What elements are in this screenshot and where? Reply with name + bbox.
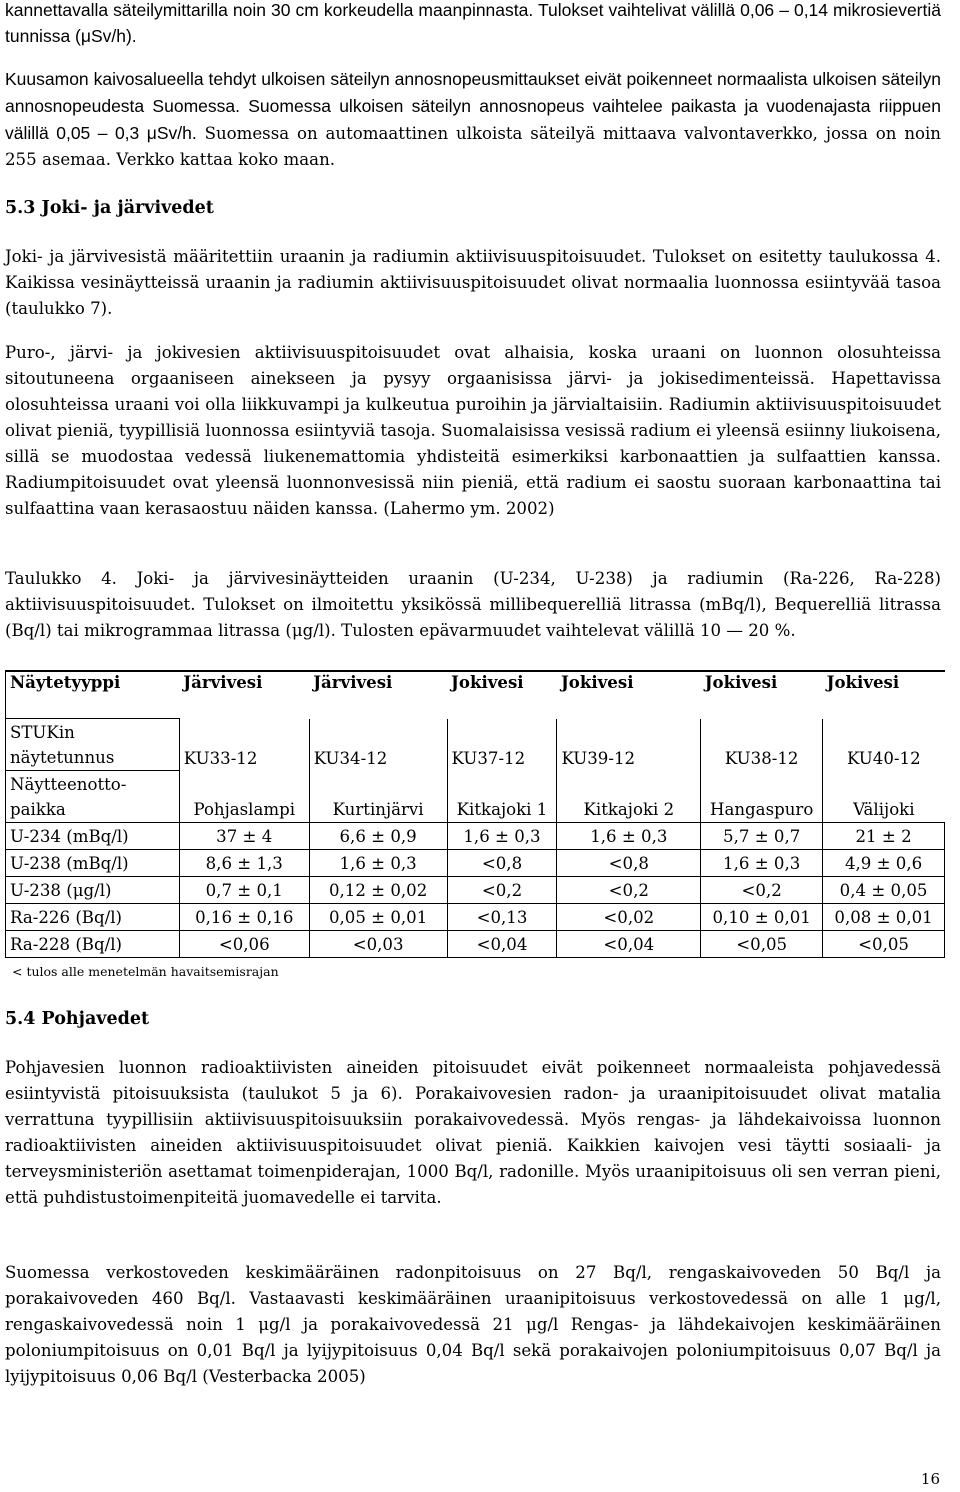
row-label-sample-id bbox=[6, 719, 180, 771]
row-label-sampling-place bbox=[6, 771, 180, 823]
table-cell: <0,8 bbox=[557, 850, 701, 877]
table-cell: KU33-12 bbox=[179, 719, 309, 771]
table-cell: <0,04 bbox=[557, 931, 701, 958]
header-river-water-4: Jokivesi bbox=[823, 671, 945, 719]
table-cell: Kitkajoki 2 bbox=[557, 771, 701, 823]
table-cell: <0,2 bbox=[557, 877, 701, 904]
radiation-paragraph bbox=[5, 66, 941, 173]
table-cell: <0,05 bbox=[701, 931, 823, 958]
table-cell: Pohjaslampi bbox=[179, 771, 309, 823]
table-cell: 1,6 ± 0,3 bbox=[701, 850, 823, 877]
header-river-water-3: Jokivesi bbox=[701, 671, 823, 719]
header-sample-type: Näytetyyppi bbox=[6, 671, 180, 719]
table-row-u234-mbq bbox=[6, 823, 945, 850]
table-cell: 0,10 ± 0,01 bbox=[701, 904, 823, 931]
section-heading-5-4: 5.4 Pohjavedet bbox=[5, 1009, 150, 1029]
table-cell: KU40-12 bbox=[823, 719, 945, 771]
section-5-4-paragraph-1: Pohjavesien luonnon radioaktiivisten aineiden pitoisuudet eivät poikenneet normaaleista pohjavedessä esiintyvistä pitoisuuksista (taulukot 5 ja 6). Porakaivovesien radon- ja uraanipitoisuudet olivat matalia verrattuna tyypillisiin aktiivisuuspitoisuuksiin porakaivovedessä. Myös rengas- ja lähdekaivoissa luonnon radioaktiivisten aineiden aktiivisuuspitoisuudet olivat pieniä. Kaikkien kaivojen vesi täytti sosiaali- ja terveysministeriön asettamat toimenpiderajan, 1000 Bq/l, radonille. Myös uraanipitoisuus oli sen verran pieni, että puhdistustoimenpiteitä juomavedelle ei tarvita. bbox=[5, 1058, 941, 1207]
table-cell: 0,12 ± 0,02 bbox=[309, 877, 447, 904]
table-cell: KU37-12 bbox=[447, 719, 557, 771]
table-cell: 4,9 ± 0,6 bbox=[823, 850, 945, 877]
section-5-4-paragraph-2: Suomessa verkostoveden keskimääräinen radonpitoisuus on 27 Bq/l, rengaskaivoveden 50 Bq/l ja porakaivoveden 460 Bq/l. Vastaavasti keskimääräinen uraanipitoisuus verkostovedessä on alle 1 μg/l, rengaskaivovedessä noin 1 μg/l ja porakaivovedessä 21 μg/l Rengas- ja lähdekaivojen keskimääräinen poloniumpitoisuus on 0,01 Bq/l ja lyijypitoisuus 0,04 Bq/l sekä porakaivojen poloniumpitoisuus 0,07 Bq/l ja lyijypitoisuus 0,06 Bq/l (Vesterbacka 2005) bbox=[5, 1263, 941, 1386]
table-cell: 21 ± 2 bbox=[823, 823, 945, 850]
table-cell: 0,08 ± 0,01 bbox=[823, 904, 945, 931]
table-cell: <0,06 bbox=[179, 931, 309, 958]
radiation-paragraph-sans: Kuusamon kaivosalueella tehdyt ulkoisen säteilyn annosnopeusmittaukset eivät poikenneet normaalista ulkoisen säteilyn annosnopeudesta Suomessa. Suomessa ulkoisen säteilyn annosnopeus vaihtelee paikasta ja vuodenajasta riippuen välillä 0,05 – 0,3 μSv/h. bbox=[5, 69, 941, 143]
table-row-u238-ug bbox=[6, 877, 945, 904]
header-lake-water-1: Järvivesi bbox=[179, 671, 309, 719]
table-cell: 37 ± 4 bbox=[179, 823, 309, 850]
row-label: Ra-228 (Bq/l) bbox=[6, 931, 180, 958]
row-label-sample-id-line1: STUKin bbox=[10, 723, 75, 742]
table-cell: <0,2 bbox=[447, 877, 557, 904]
header-lake-water-2: Järvivesi bbox=[309, 671, 447, 719]
row-label: U-238 (mBq/l) bbox=[6, 850, 180, 877]
table-cell: <0,03 bbox=[309, 931, 447, 958]
row-label-sampling-place-line1: Näytteenotto- bbox=[10, 775, 127, 794]
table-header-row bbox=[6, 671, 945, 719]
table-cell: 1,6 ± 0,3 bbox=[309, 850, 447, 877]
table-cell: 1,6 ± 0,3 bbox=[447, 823, 557, 850]
table-cell: <0,8 bbox=[447, 850, 557, 877]
table-row-ra226 bbox=[6, 904, 945, 931]
table-cell: 0,16 ± 0,16 bbox=[179, 904, 309, 931]
table-cell: 1,6 ± 0,3 bbox=[557, 823, 701, 850]
table-row-sampling-place bbox=[6, 771, 945, 823]
section-heading-5-3: 5.3 Joki- ja järvivedet bbox=[5, 198, 214, 218]
table-cell: <0,02 bbox=[557, 904, 701, 931]
table-caption: Taulukko 4. Joki- ja järvivesinäytteiden uraanin (U-234, U-238) ja radiumin (Ra-226, Ra-228) aktiivisuuspitoisuudet. Tulokset on ilmoitettu yksikössä millibequerelliä litrassa (mBq/l), Bequerelliä litrassa (Bq/l) tai mikrogrammaa litrassa (μg/l). Tulosten epävarmuudet vaihtelevat välillä 10 — 20 %. bbox=[5, 569, 941, 640]
section-5-3-paragraph-1: Joki- ja järvivesistä määritettiin uraanin ja radiumin aktiivisuuspitoisuudet. Tulokset on esitetty taulukossa 4. Kaikissa vesinäytteissä uraanin ja radiumin aktiivisuuspitoisuudet olivat normaalia luonnossa esiintyvää tasoa (taulukko 7). bbox=[5, 247, 941, 318]
header-river-water-2: Jokivesi bbox=[557, 671, 701, 719]
table-cell: 6,6 ± 0,9 bbox=[309, 823, 447, 850]
table-cell: Kitkajoki 1 bbox=[447, 771, 557, 823]
intro-paragraph: kannettavalla säteilymittarilla noin 30 cm korkeudella maanpinnasta. Tulokset vaihtelivat välillä 0,06 – 0,14 mikrosievertiä tunnissa (μSv/h). bbox=[5, 0, 941, 46]
row-label: U-234 (mBq/l) bbox=[6, 823, 180, 850]
table-cell: Kurtinjärvi bbox=[309, 771, 447, 823]
table-cell: KU38-12 bbox=[701, 719, 823, 771]
table-cell: Hangaspuro bbox=[701, 771, 823, 823]
table-cell: 0,4 ± 0,05 bbox=[823, 877, 945, 904]
radioactivity-table bbox=[5, 670, 945, 958]
header-river-water-1: Jokivesi bbox=[447, 671, 557, 719]
row-label: U-238 (μg/l) bbox=[6, 877, 180, 904]
table-cell: 0,05 ± 0,01 bbox=[309, 904, 447, 931]
table-cell: Välijoki bbox=[823, 771, 945, 823]
row-label: Ra-226 (Bq/l) bbox=[6, 904, 180, 931]
table-cell: 5,7 ± 0,7 bbox=[701, 823, 823, 850]
table-cell: <0,05 bbox=[823, 931, 945, 958]
table-cell: <0,13 bbox=[447, 904, 557, 931]
row-label-sample-id-line2: näytetunnus bbox=[10, 748, 115, 767]
table-cell: KU34-12 bbox=[309, 719, 447, 771]
table-row-u238-mbq bbox=[6, 850, 945, 877]
table-cell: 0,7 ± 0,1 bbox=[179, 877, 309, 904]
radiation-paragraph-serif: Suomessa on automaattinen ulkoista säteilyä mittaava valvontaverkko, jossa on noin 255 asemaa. Verkko kattaa koko maan. bbox=[5, 124, 941, 169]
table-cell: KU39-12 bbox=[557, 719, 701, 771]
page-number: 16 bbox=[920, 1470, 940, 1488]
table-footnote: < tulos alle menetelmän havaitsemisrajan bbox=[12, 964, 279, 979]
table-cell: 8,6 ± 1,3 bbox=[179, 850, 309, 877]
row-label-sampling-place-line2: paikka bbox=[10, 800, 66, 819]
table-cell: <0,2 bbox=[701, 877, 823, 904]
table-row-sample-id bbox=[6, 719, 945, 771]
table-cell: <0,04 bbox=[447, 931, 557, 958]
table-row-ra228 bbox=[6, 931, 945, 958]
section-5-3-paragraph-2: Puro-, järvi- ja jokivesien aktiivisuuspitoisuudet ovat alhaisia, koska uraani on luonnon olosuhteissa sitoutuneena orgaaniseen ainekseen ja pysyy orgaanisissa järvi- ja jokisedimenteissä. Hapettavissa olosuhteissa uraani voi olla liikkuvampi ja kulkeutua puroihin ja järvialtaisiin. Radiumin aktiivisuuspitoisuudet olivat pieniä, tyypillisiä luonnossa esiintyviä tasoja. Suomalaisissa vesissä radium ei yleensä esiinny liukoisena, sillä se muodostaa vedessä liukenemattomia yhdisteitä esimerkiksi karbonaattien ja sulfaattien kanssa. Radiumpitoisuudet ovat yleensä luonnonvesissä niin pieniä, että radium ei saostu suoraan karbonaattina tai sulfaattina vaan kerasaostuu näiden kanssa. (Lahermo ym. 2002) bbox=[5, 343, 941, 518]
